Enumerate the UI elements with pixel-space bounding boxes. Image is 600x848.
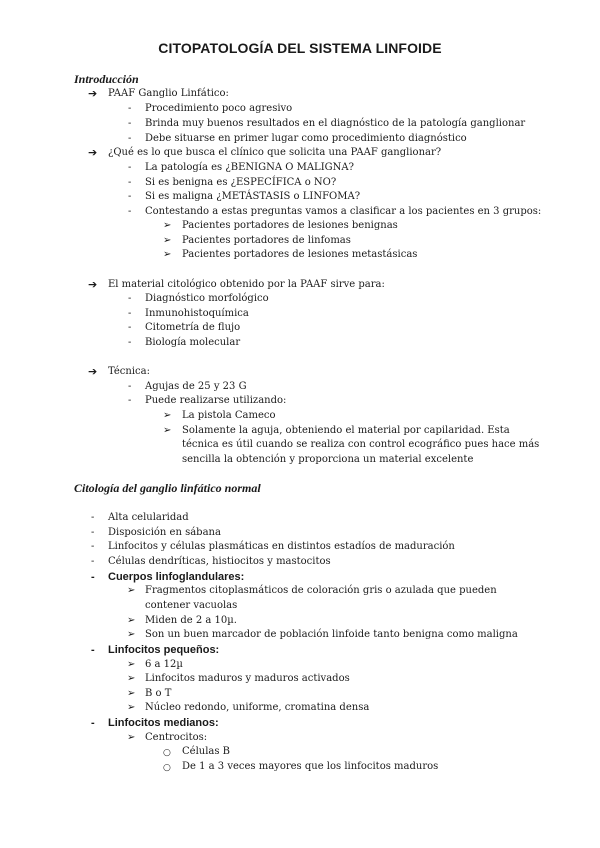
triangle-bullet-icon: ➢ (163, 235, 172, 246)
circle-bullet-icon: ○ (163, 748, 171, 758)
list-item: Células dendríticas, histiocitos y mastocitos (108, 556, 331, 567)
dash-bullet: - (128, 293, 132, 304)
list-item: La pistola Cameco (182, 410, 276, 421)
list-item: Inmunohistoquímica (145, 308, 249, 319)
list-item: Alta celularidad (108, 512, 189, 523)
section-heading-introduccion: Introducción (74, 72, 139, 86)
list-item: La patología es ¿BENIGNA O MALIGNA? (145, 162, 354, 173)
triangle-bullet-icon: ➢ (163, 425, 172, 436)
list-item: Solamente la aguja, obteniendo el material por capilaridad. Esta (182, 425, 510, 436)
dash-bullet: - (128, 191, 132, 202)
list-item: Células B (182, 746, 231, 757)
triangle-bullet-icon: ➢ (127, 732, 136, 743)
dash-bullet: - (128, 322, 132, 333)
list-item: Linfocitos maduros y maduros activados (145, 673, 350, 684)
list-item: Debe situarse en primer lugar como procedimiento diagnóstico (145, 133, 467, 144)
dash-bullet: - (91, 527, 95, 538)
triangle-bullet-icon: ➢ (127, 629, 136, 640)
section-heading-citologia-normal: Citología del ganglio linfático normal (74, 481, 261, 495)
dash-bullet: - (128, 103, 132, 114)
list-item-continuation: técnica es útil cuando se realiza con control ecográfico pues hace más (182, 439, 540, 450)
dash-bullet: - (91, 717, 95, 729)
list-item: PAAF Ganglio Linfático: (108, 88, 229, 99)
list-item: Puede realizarse utilizando: (145, 395, 287, 406)
dash-bullet: - (91, 644, 95, 656)
dash-bullet: - (91, 571, 95, 583)
dash-bullet: - (128, 118, 132, 129)
list-item: Biología molecular (145, 337, 241, 348)
list-item-continuation: contener vacuolas (145, 600, 238, 611)
dash-bullet: - (128, 395, 132, 406)
list-item: 6 a 12µ (145, 659, 183, 670)
list-item: Citometría de flujo (145, 322, 241, 333)
arrow-bullet-icon: ➔ (88, 146, 98, 159)
dash-bullet: - (91, 556, 95, 567)
list-item: Pacientes portadores de lesiones metastásicas (182, 249, 418, 260)
list-item: El material citológico obtenido por la PAAF sirve para: (108, 279, 385, 290)
triangle-bullet-icon: ➢ (127, 688, 136, 699)
page-title: CITOPATOLOGÍA DEL SISTEMA LINFOIDE (158, 40, 442, 56)
subheading-medianos: Linfocitos medianos: (108, 717, 219, 729)
dash-bullet: - (128, 177, 132, 188)
list-item: Son un buen marcador de población linfoide tanto benigna como maligna (145, 629, 518, 640)
list-item: Pacientes portadores de linfomas (182, 235, 351, 246)
list-item: Pacientes portadores de lesiones benignas (182, 220, 398, 231)
triangle-bullet-icon: ➢ (163, 249, 172, 260)
triangle-bullet-icon: ➢ (163, 410, 172, 421)
list-item: Contestando a estas preguntas vamos a clasificar a los pacientes en 3 grupos: (145, 206, 542, 217)
arrow-bullet-icon: ➔ (88, 365, 98, 378)
dash-bullet: - (128, 206, 132, 217)
list-item: ¿Qué es lo que busca el clínico que solicita una PAAF ganglionar? (108, 147, 442, 158)
dash-bullet: - (128, 308, 132, 319)
list-item: Diagnóstico morfológico (145, 293, 269, 304)
arrow-bullet-icon: ➔ (88, 278, 98, 291)
dash-bullet: - (91, 541, 95, 552)
list-item: Brinda muy buenos resultados en el diagnóstico de la patología ganglionar (145, 118, 526, 129)
triangle-bullet-icon: ➢ (127, 673, 136, 684)
subheading-pequenos: Linfocitos pequeños: (108, 644, 220, 656)
list-item: B o T (145, 688, 172, 699)
list-item-continuation: sencilla la obtención y proporciona un material excelente (182, 454, 474, 465)
triangle-bullet-icon: ➢ (127, 585, 136, 596)
list-item: Fragmentos citoplasmáticos de coloración gris o azulada que pueden (145, 585, 497, 596)
dash-bullet: - (128, 381, 132, 392)
list-item: Linfocitos y células plasmáticas en distintos estadíos de maduración (108, 541, 455, 552)
list-item: Núcleo redondo, uniforme, cromatina densa (145, 702, 370, 713)
list-item: Procedimiento poco agresivo (145, 103, 293, 114)
dash-bullet: - (128, 162, 132, 173)
list-item: Técnica: (108, 366, 150, 377)
list-item: Miden de 2 a 10µ. (145, 615, 237, 626)
dash-bullet: - (128, 133, 132, 144)
list-item: Centrocitos: (145, 732, 208, 743)
list-item: De 1 a 3 veces mayores que los linfocitos maduros (182, 761, 439, 772)
subheading-cuerpos: Cuerpos linfoglandulares: (108, 571, 245, 583)
dash-bullet: - (91, 512, 95, 523)
list-item: Disposición en sábana (108, 527, 221, 538)
list-item: Agujas de 25 y 23 G (145, 381, 247, 392)
circle-bullet-icon: ○ (163, 763, 171, 773)
arrow-bullet-icon: ➔ (88, 87, 98, 100)
triangle-bullet-icon: ➢ (163, 220, 172, 231)
triangle-bullet-icon: ➢ (127, 615, 136, 626)
triangle-bullet-icon: ➢ (127, 659, 136, 670)
dash-bullet: - (128, 337, 132, 348)
triangle-bullet-icon: ➢ (127, 702, 136, 713)
list-item: Si es benigna es ¿ESPECÍFICA o NO? (145, 177, 337, 188)
list-item: Si es maligna ¿METÁSTASIS o LINFOMA? (145, 191, 361, 202)
